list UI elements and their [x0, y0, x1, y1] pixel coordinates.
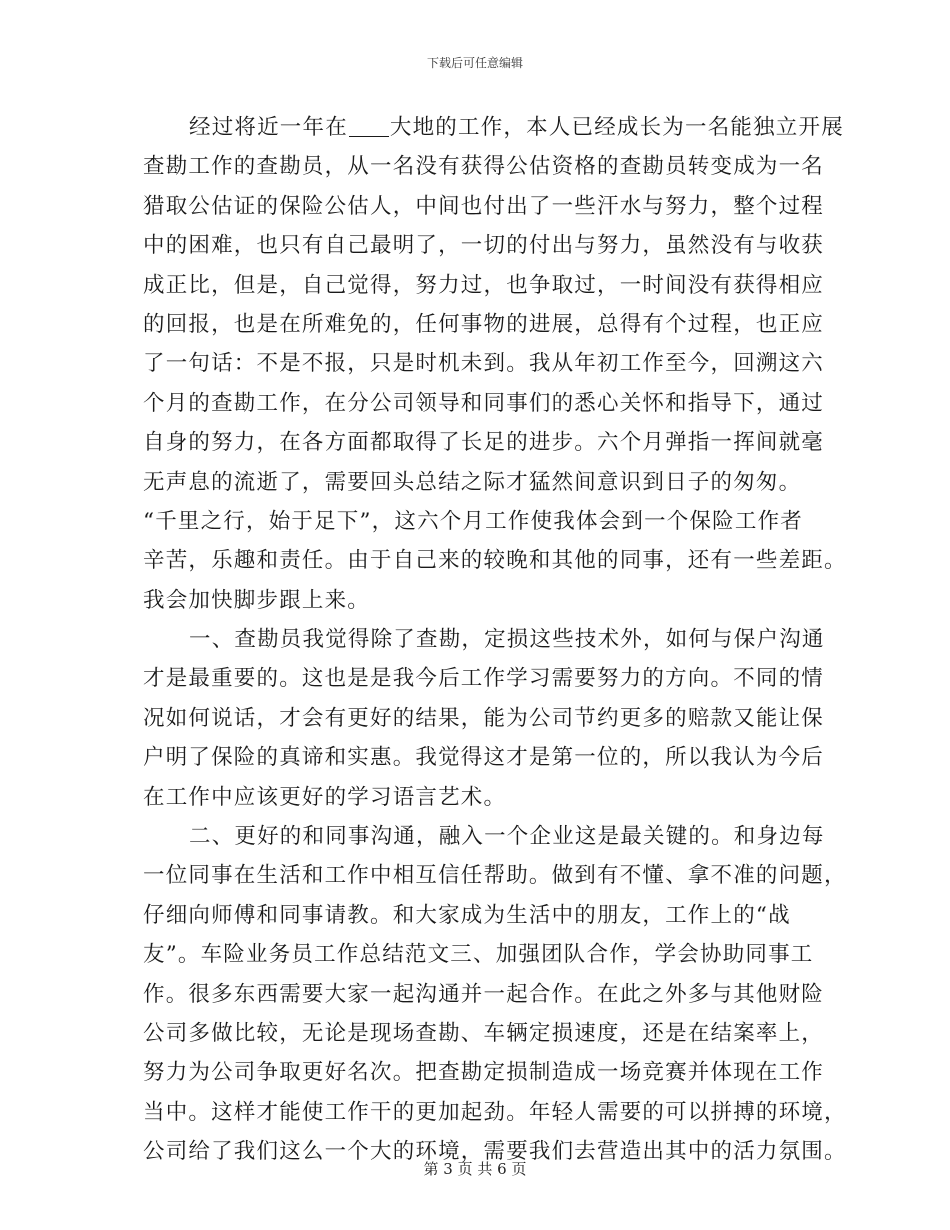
- paragraph-line: 猎取公估证的保险公估人，中间也付出了一些汗水与努力，整个过程: [143, 193, 825, 219]
- paragraph-line: 仔细向师傅和同事请教。和大家成为生活中的朋友，工作上的“战: [143, 902, 791, 928]
- paragraph-line: 了一句话：不是不报，只是时机未到。我从年初工作至今，回溯这六: [143, 351, 825, 377]
- paragraph-line: [143, 108, 844, 147]
- paragraph-line: 自身的努力，在各方面都取得了长足的进步。六个月弹指一挥间就毫: [143, 430, 825, 456]
- paragraph-line: 在工作中应该更好的学习语言艺术。: [143, 784, 507, 810]
- paragraph-line: 当中。这样才能使工作干的更加起劲。年轻人需要的可以拼搏的环境，: [143, 1099, 847, 1125]
- paragraph-line: “千里之行，始于足下”，这六个月工作使我体会到一个保险工作者: [143, 508, 803, 534]
- document-body: [143, 108, 847, 1172]
- paragraph-line: 二、更好的和同事沟通，融入一个企业这是最关键的。和身边每: [189, 824, 825, 850]
- paragraph-line: 户明了保险的真谛和实惠。我觉得这才是第一位的，所以我认为今后: [143, 745, 825, 771]
- paragraph-line: 查勘工作的查勘员，从一名没有获得公估资格的查勘员转变成为一名: [143, 154, 825, 180]
- paragraph-line: 一、查勘员我觉得除了查勘，定损这些技术外，如何与保户沟通: [189, 627, 825, 653]
- paragraph-line: 无声息的流逝了，需要回头总结之际才猛然间意识到日子的匆匆。: [143, 469, 802, 495]
- paragraph-2: [143, 620, 825, 817]
- paragraph-line: 中的困难，也只有自己最明了，一切的付出与努力，虽然没有与收获: [143, 233, 825, 259]
- paragraph-line: 公司多做比较，无论是现场查勘、车辆定损速度，还是在结案率上，: [143, 1020, 825, 1046]
- page-header: 下载后可任意编辑: [426, 56, 523, 70]
- paragraph-line: 才是最重要的。这也是是我今后工作学习需要努力的方向。不同的情: [143, 666, 825, 692]
- paragraph-line: 我会加快脚步跟上来。: [143, 587, 371, 613]
- paragraph-line: 作。很多东西需要大家一起沟通并一起合作。在此之外多与其他财险: [143, 981, 825, 1007]
- paragraph-line: 况如何说话，才会有更好的结果，能为公司节约更多的赔款又能让保: [143, 705, 825, 731]
- fill-in-blank: [349, 114, 389, 137]
- paragraph-1: [143, 108, 847, 620]
- paragraph-line: 辛苦，乐趣和责任。由于自己来的较晚和其他的同事，还有一些差距。: [143, 548, 847, 574]
- page-number-footer: 第 3 页 共 6 页: [423, 1160, 527, 1178]
- paragraph-line: 友”。车险业务员工作总结范文三、加强团队合作，学会协助同事工: [143, 942, 814, 968]
- paragraph-line: 公司给了我们这么一个大的环境，需要我们去营造出其中的活力氛围。: [143, 1139, 847, 1165]
- paragraph-line: 的回报，也是在所难免的，任何事物的进展，总得有个过程，也正应: [143, 311, 825, 337]
- text-run: 大地的工作，本人已经成长为一名能独立开展: [389, 115, 844, 140]
- paragraph-line: 努力为公司争取更好名次。把查勘定损制造成一场竞赛并体现在工作: [143, 1060, 825, 1086]
- paragraph-line: 一位同事在生活和工作中相互信任帮助。做到有不懂、拿不准的问题，: [143, 863, 847, 889]
- paragraph-line: 个月的查勘工作，在分公司领导和同事们的悉心关怀和指导下，通过: [143, 390, 825, 416]
- paragraph-3: [143, 817, 847, 1172]
- paragraph-line: 成正比，但是，自己觉得，努力过，也争取过，一时间没有获得相应: [143, 272, 825, 298]
- text-run: 经过将近一年在: [189, 115, 348, 140]
